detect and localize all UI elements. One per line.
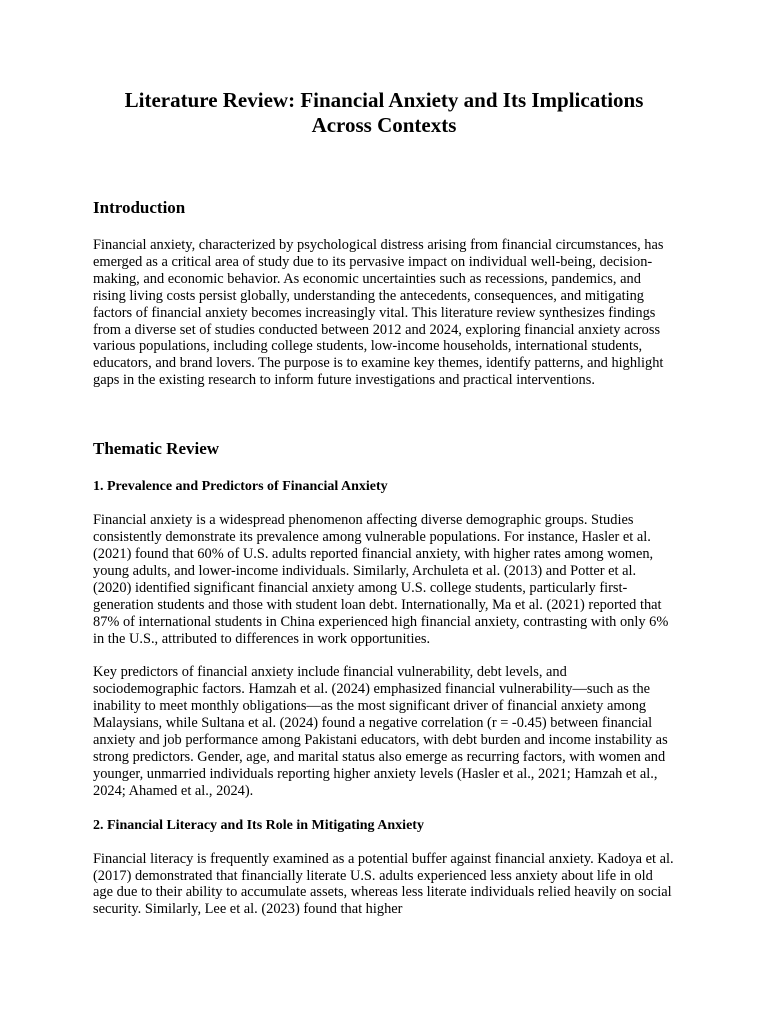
section-1-paragraph-2: Key predictors of financial anxiety include financial vulnerability, debt levels, and sociodemographic factors. Hamzah et al. (2024) emphasized financial vulnerability—such as the inability to meet monthly obligations—as the most significant driver of financial anxiety among Malaysians, while Sultana et al. (2024) found a negative correlation (r = -0.45) between financial anxiety and job performance among Pakistani educators, with debt burden and income instability as strong predictors. Gender, age, and marital status also emerge as recurring factors, with women and younger, unmarried individuals reporting higher anxiety levels (Hasler et al., 2021; Hamzah et al., 2024; Ahamed et al., 2024). (93, 664, 668, 799)
section-2-heading: 2. Financial Literacy and Its Role in Mitigating Anxiety (93, 817, 424, 833)
section-1-paragraph-1: Financial anxiety is a widespread phenomenon affecting diverse demographic groups. Studies consistently demonstrate its prevalence among vulnerable populations. For instance, Hasler et al. (2021) found that 60% of U.S. adults reported financial anxiety, with higher rates among women, young adults, and lower-income individuals. Similarly, Archuleta et al. (2013) and Potter et al. (2020) identified significant financial anxiety among U.S. college students, particularly first-generation students and those with student loan debt. Internationally, Ma et al. (2021) reported that 87% of international students in China experienced high financial anxiety, contrasting with only 6% in the U.S., attributed to differences in work opportunities. (93, 512, 669, 647)
introduction-heading: Introduction (93, 198, 186, 217)
introduction-paragraph: Financial anxiety, characterized by psychological distress arising from financial circumstances, has emerged as a critical area of study due to its pervasive impact on individual well-being, decision-making, and economic behavior. As economic uncertainties such as recessions, pandemics, and rising living costs persist globally, understanding the antecedents, consequences, and mitigating factors of financial anxiety becomes increasingly vital. This literature review synthesizes findings from a diverse set of studies conducted between 2012 and 2024, exploring financial anxiety across various populations, including college students, low-income households, international students, educators, and brand lovers. The purpose is to examine key themes, identify patterns, and highlight gaps in the existing research to inform future investigations and practical interventions. (93, 237, 664, 389)
section-2-paragraph-1: Financial literacy is frequently examined as a potential buffer against financial anxiety. Kadoya et al. (2017) demonstrated that financially literate U.S. adults experienced less anxiety about life in old age due to their ability to accumulate assets, whereas less literate individuals relied heavily on social security. Similarly, Lee et al. (2023) found that higher (93, 850, 674, 918)
section-1-heading: 1. Prevalence and Predictors of Financial Anxiety (93, 479, 388, 495)
thematic-review-heading: Thematic Review (93, 439, 220, 459)
document-title: Literature Review: Financial Anxiety and Its Implications Across Contexts (124, 88, 644, 137)
